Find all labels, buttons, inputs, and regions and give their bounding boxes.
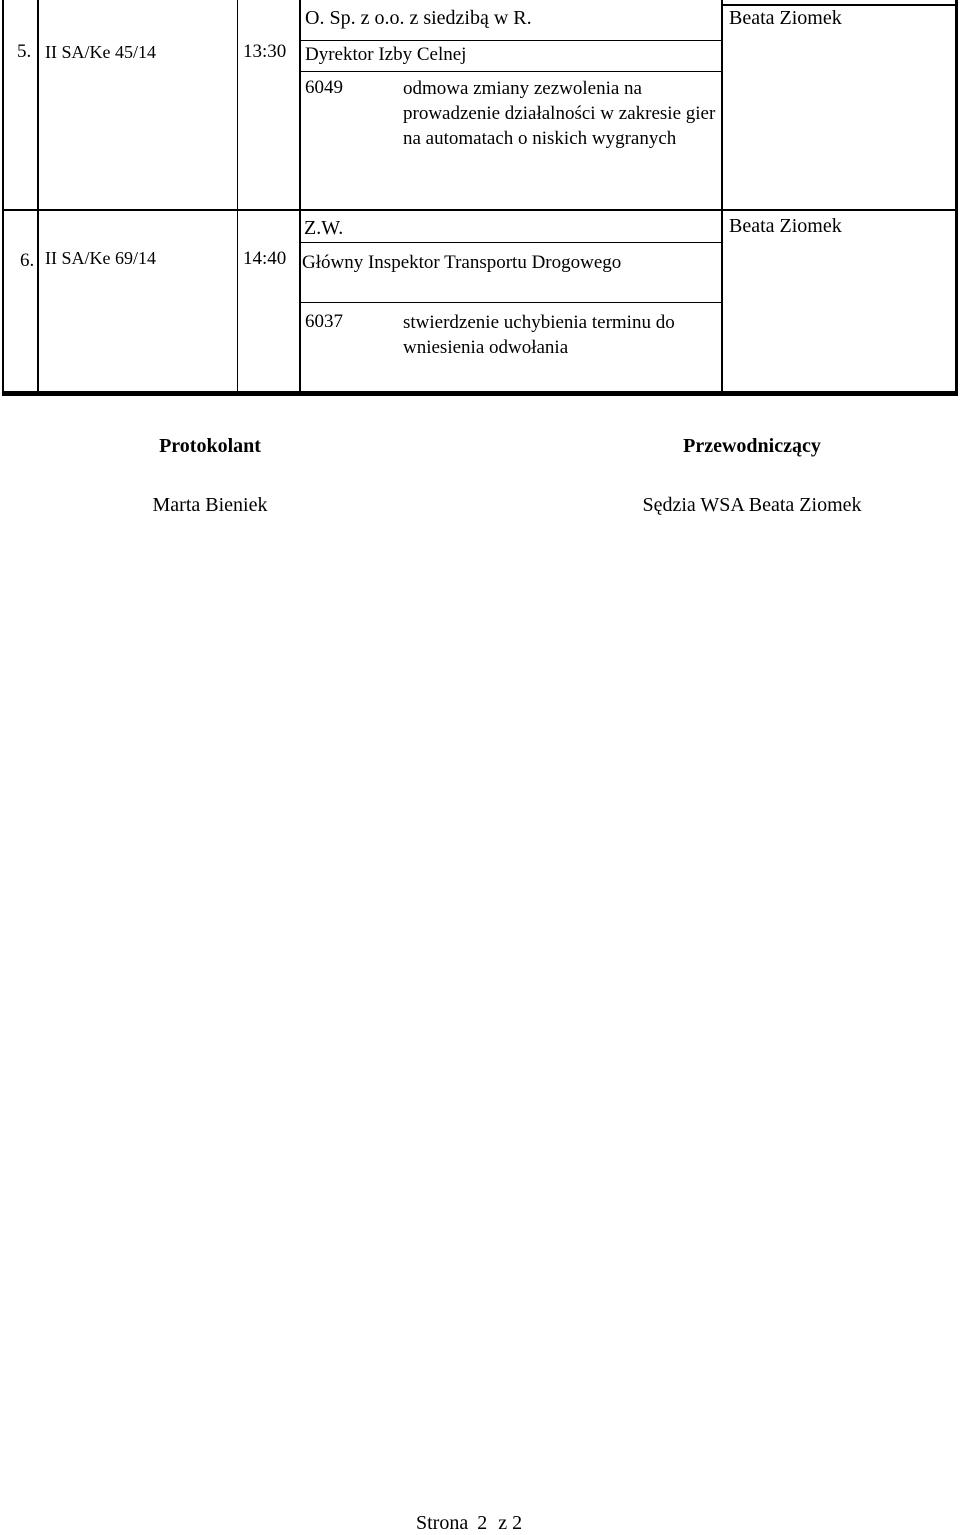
judge-name: Beata Ziomek	[729, 7, 842, 29]
case-symbol: 6049	[305, 77, 343, 98]
case-subject: odmowa zmiany zezwolenia na prowadzenie działalności w zakresie gier na automatach o niskich wygranych	[403, 78, 716, 149]
row-separator	[2, 209, 957, 211]
col-sep-1	[37, 0, 39, 392]
authority: Dyrektor Izby Celnej	[305, 44, 467, 65]
protocolist-name: Marta Bieniek	[152, 494, 268, 516]
page-footer	[416, 1511, 522, 1535]
table-border-right	[955, 0, 958, 396]
col-sep-2	[237, 0, 238, 392]
page-label: Strona	[416, 1512, 469, 1534]
case-subject: stwierdzenie uchybienia terminu do wniesienia odwołania	[403, 312, 675, 358]
page-total: 2	[512, 1512, 523, 1534]
hearing-time: 14:40	[243, 248, 287, 269]
page-of: z	[498, 1512, 508, 1534]
judge-name: Beata Ziomek	[729, 215, 842, 237]
chairperson-title: Przewodniczący	[683, 435, 821, 457]
row6-organ-top-line	[299, 242, 722, 243]
table-border-left	[2, 0, 4, 396]
authority: Główny Inspektor Transportu Drogowego	[302, 252, 622, 273]
page-current: 2	[477, 1512, 488, 1534]
complainant: Z.W.	[304, 217, 344, 239]
col-sep-3	[299, 0, 301, 392]
row5-organ-top-line	[299, 40, 722, 41]
row6-organ-bottom-line	[299, 302, 722, 303]
case-signature: II SA/Ke 69/14	[45, 248, 156, 268]
col-sep-4	[721, 0, 723, 392]
chairperson-name: Sędzia WSA Beata Ziomek	[642, 494, 862, 516]
hearing-time: 13:30	[243, 41, 287, 62]
case-signature: II SA/Ke 45/14	[45, 42, 156, 62]
case-symbol: 6037	[305, 311, 343, 332]
row-number: 6.	[20, 250, 35, 271]
protocolist-title: Protokolant	[159, 435, 261, 457]
table-border-bottom	[2, 391, 958, 396]
row-number: 5.	[17, 41, 32, 62]
row5-organ-bottom-line	[299, 71, 722, 72]
complainant: O. Sp. z o.o. z siedzibą w R.	[305, 7, 532, 29]
